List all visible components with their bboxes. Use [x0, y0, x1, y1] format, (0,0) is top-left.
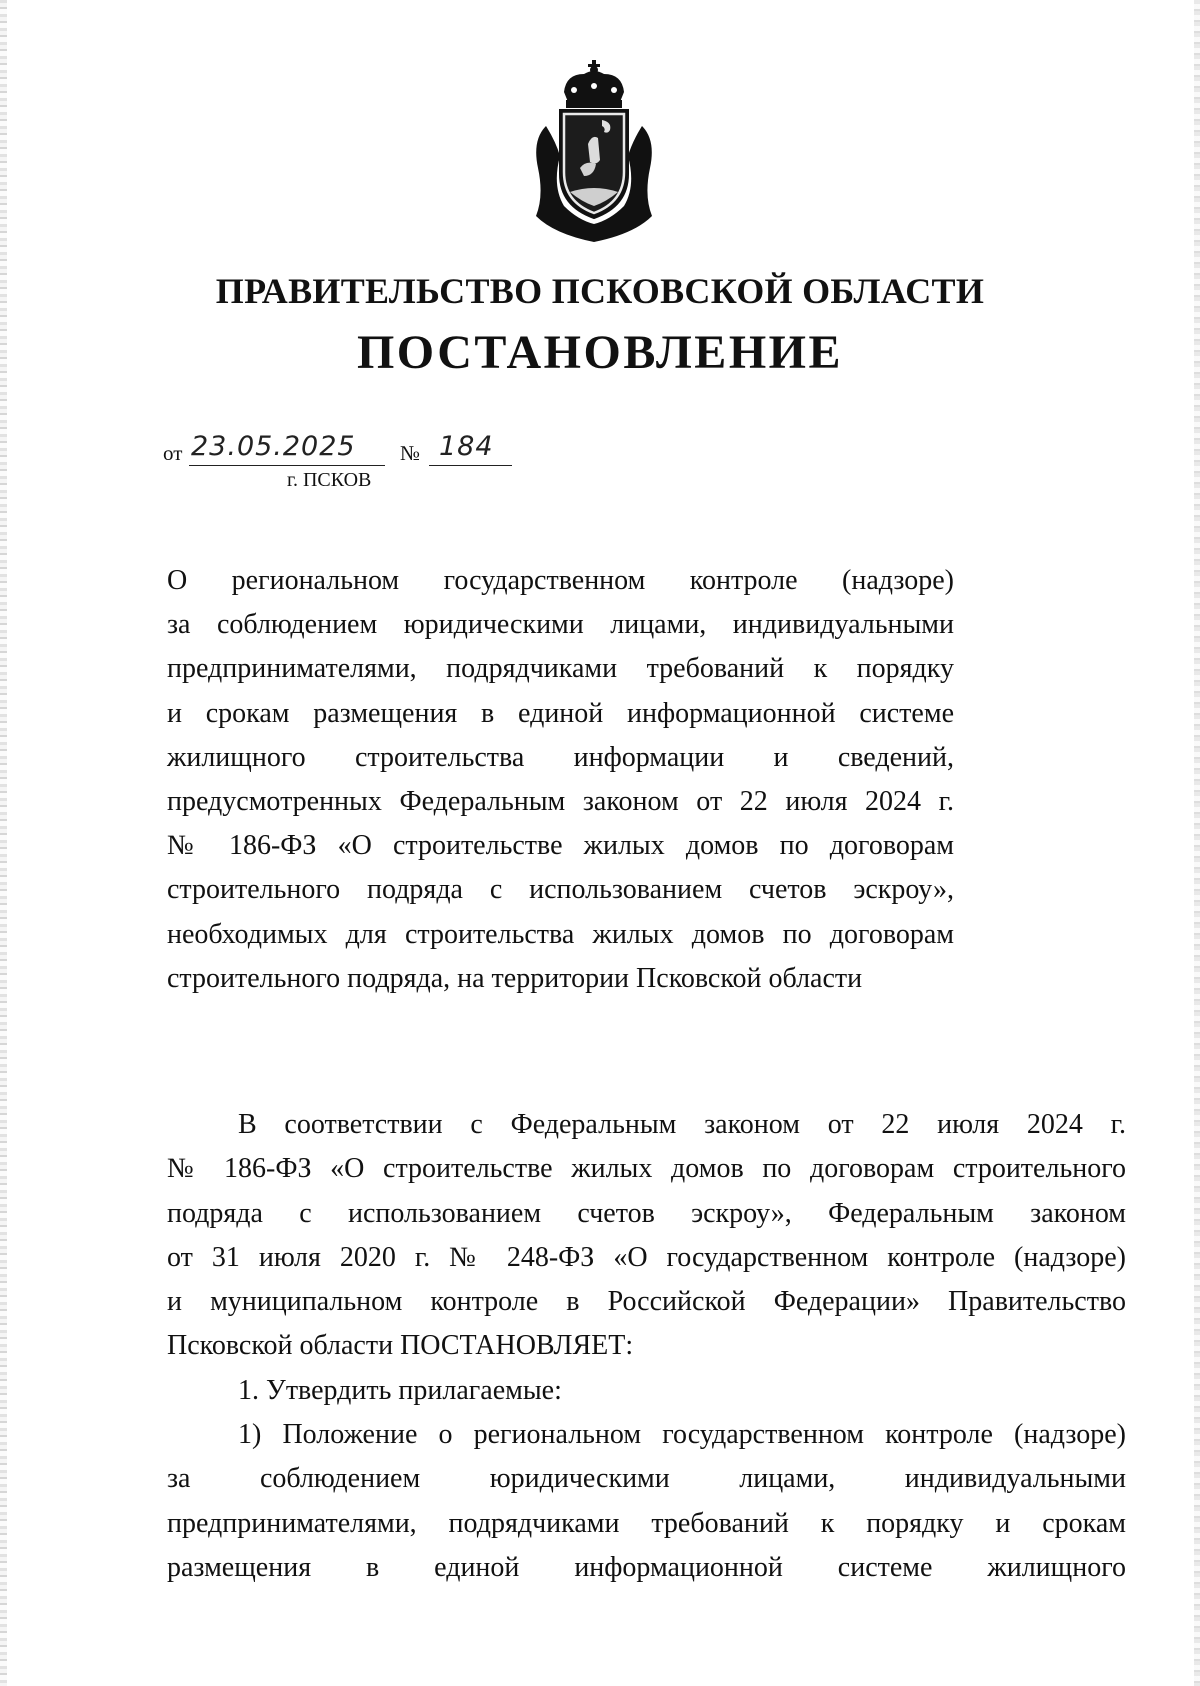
- subject-line: предусмотренных Федеральным законом от 22 июля 2024 г.: [167, 786, 954, 818]
- document-subject: [167, 559, 954, 1001]
- document-meta: [163, 433, 563, 493]
- number-underline: [429, 465, 512, 466]
- subject-line: и срокам размещения в единой информационной системе: [167, 697, 954, 729]
- subject-line: за соблюдением юридическими лицами, индивидуальными: [167, 609, 954, 641]
- number-prefix: №: [400, 441, 421, 465]
- body-line: подряда с использованием счетов эскроу», Федеральным законом: [167, 1197, 1126, 1229]
- subject-line: О региональном государственном контроле (надзоре): [167, 565, 954, 596]
- body-line: Псковской области ПОСТАНОВЛЯЕТ:: [167, 1330, 634, 1362]
- body-line: размещения в единой информационной системе жилищного: [167, 1551, 1126, 1583]
- document-body: [167, 1103, 1126, 1590]
- subject-line: предпринимателями, подрядчиками требований к порядку: [167, 653, 954, 685]
- coat-of-arms-icon: [524, 56, 664, 248]
- subject-line: № 186-ФЗ «О строительстве жилых домов по договорам: [167, 830, 954, 862]
- body-line: 1. Утвердить прилагаемые:: [238, 1374, 562, 1406]
- document-type-title: ПОСТАНОВЛЕНИЕ: [356, 326, 844, 379]
- city-label: г. ПСКОВ: [287, 469, 372, 491]
- body-line: 1) Положение о региональном государственном контроле (надзоре): [238, 1419, 1126, 1451]
- subject-line: жилищного строительства информации и сведений,: [167, 741, 954, 773]
- subject-line: строительного подряда, на территории Псковской области: [167, 962, 863, 994]
- body-line: В соответствии с Федеральным законом от 22 июля 2024 г.: [238, 1109, 1126, 1140]
- date-underline: [189, 465, 385, 466]
- body-line: предпринимателями, подрядчиками требований к порядку и срокам: [167, 1507, 1126, 1539]
- handwritten-date: 23.05.2025: [191, 431, 356, 462]
- body-line: № 186-ФЗ «О строительстве жилых домов по договорам строительного: [167, 1153, 1126, 1185]
- date-prefix: от: [163, 441, 183, 465]
- scan-edge-left: [0, 0, 7, 1686]
- body-line: и муниципальном контроле в Российской Федерации» Правительство: [167, 1286, 1126, 1318]
- handwritten-number: 184: [439, 431, 494, 462]
- body-line: от 31 июля 2020 г. № 248-ФЗ «О государственном контроле (надзоре): [167, 1241, 1126, 1273]
- subject-line: необходимых для строительства жилых домов по договорам: [167, 918, 954, 950]
- government-name: ПРАВИТЕЛЬСТВО ПСКОВСКОЙ ОБЛАСТИ: [215, 271, 985, 311]
- scan-edge-right: [1194, 0, 1200, 1686]
- body-line: за соблюдением юридическими лицами, индивидуальными: [167, 1463, 1126, 1495]
- subject-line: строительного подряда с использованием счетов эскроу»,: [167, 874, 954, 906]
